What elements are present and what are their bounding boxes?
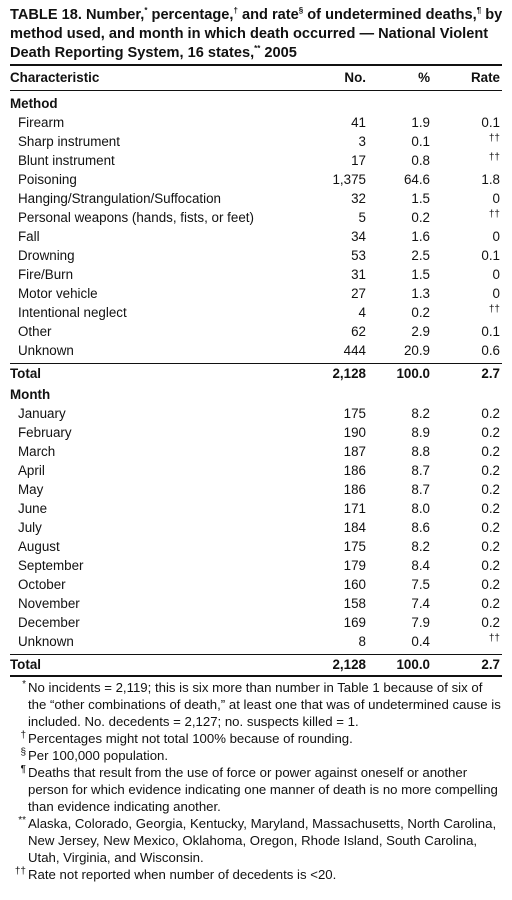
cell-rate: 0.2 [481,463,500,478]
row-label: December [18,615,80,630]
cell-number: 2,128 [332,657,366,672]
table-row [10,343,502,359]
cell-rate: †† [488,633,500,644]
table-row [10,248,502,264]
cell-percentage: 1.3 [411,286,430,301]
cell-number: 179 [343,558,366,573]
footnote-text: Rate not reported when number of decedents is <20. [28,867,337,882]
table-row [10,153,502,169]
table-row [10,115,502,131]
table-row [10,577,502,593]
cell-rate: 0.2 [481,406,500,421]
cell-number: 53 [351,248,366,263]
row-label: Blunt instrument [18,153,115,168]
title-text: TABLE 18. Number, [10,7,145,23]
footnote [10,764,502,815]
cell-number: 186 [343,463,366,478]
table-row [10,172,502,188]
cell-rate: 0.2 [481,558,500,573]
footnote-text: Alaska, Colorado, Georgia, Kentucky, Maryland, Massachusetts, North Carolina, New Jersey, New Mexico, Oklahoma, Oregon, Rhode Island, South Carolina, Utah, Virginia, and Wisconsin. [28,816,497,865]
total-rule [10,363,502,364]
total-rule [10,654,502,655]
table-row [10,406,502,422]
cell-rate: 0.6 [481,343,500,358]
table-row [10,615,502,631]
footnote-text: Deaths that result from the use of force or power against oneself or another person for which evidence indicating one manner of death is no more compelling than evidence indicating another. [28,765,498,814]
cell-number: 175 [343,539,366,554]
row-label: Intentional neglect [18,305,127,320]
cell-number: 171 [343,501,366,516]
table-row [10,596,502,612]
row-label: November [18,596,80,611]
table-row [10,134,502,150]
section-heading [10,387,502,403]
footnote-mark: ¶ [20,764,26,775]
cell-percentage: 8.2 [411,406,430,421]
header-percentage: % [418,70,430,85]
cell-percentage: 8.2 [411,539,430,554]
table-row [10,501,502,517]
footnote-text: Per 100,000 population. [28,748,169,763]
cell-number: 184 [343,520,366,535]
title-footnote-mark: § [298,6,304,16]
section-heading-label: Method [10,96,58,111]
row-label: March [18,444,56,459]
cell-percentage: 0.2 [411,210,430,225]
cell-number: 8 [358,634,366,649]
row-label: Unknown [18,634,74,649]
footnote [10,730,502,747]
table-row [10,229,502,245]
footnote [10,679,502,730]
cell-percentage: 7.5 [411,577,430,592]
cell-percentage: 8.7 [411,482,430,497]
cell-rate: 1.8 [481,172,500,187]
table-row [10,558,502,574]
title-text: by method used, and month in which death occurred — National Violent Death Reporting System, 16 states, [10,7,503,61]
cell-percentage: 1.5 [411,267,430,282]
table-title [10,6,505,63]
table-row [10,482,502,498]
table-row [10,286,502,302]
cell-percentage: 8.4 [411,558,430,573]
title-footnote-mark: ** [254,44,261,54]
row-label: Hanging/Strangulation/Suffocation [18,191,221,206]
title-text: percentage, [147,7,234,23]
cell-percentage: 64.6 [403,172,430,187]
cell-number: 32 [351,191,366,206]
table-row [10,634,502,650]
table-row [10,324,502,340]
row-label: June [18,501,48,516]
cell-percentage: 8.9 [411,425,430,440]
cell-number: 160 [343,577,366,592]
table-row [10,210,502,226]
row-label: Poisoning [18,172,77,187]
row-label: Fall [18,229,40,244]
cell-percentage: 1.9 [411,115,430,130]
cell-percentage: 0.1 [411,134,430,149]
cell-percentage: 7.9 [411,615,430,630]
cell-number: 41 [351,115,366,130]
cell-number: 31 [351,267,366,282]
cell-number: 5 [358,210,366,225]
cell-number: 17 [351,153,366,168]
row-label: Firearm [18,115,65,130]
title-footnote-mark: * [144,6,148,16]
cell-number: 175 [343,406,366,421]
footnote [10,866,502,883]
cell-number: 444 [343,343,366,358]
cell-rate: 0.2 [481,520,500,535]
header-number: No. [344,70,366,85]
row-label: Total [10,657,41,672]
table-row [10,539,502,555]
footnote-text: Percentages might not total 100% because of rounding. [28,731,353,746]
cell-rate: 0.2 [481,501,500,516]
column-header-row [10,70,502,86]
row-label: February [18,425,72,440]
row-label: Sharp instrument [18,134,120,149]
cell-rate: 0.2 [481,577,500,592]
table-row [10,305,502,321]
total-row [10,366,502,382]
cell-percentage: 8.0 [411,501,430,516]
title-text: and rate [237,7,299,23]
footnotes [10,679,502,883]
cell-rate: 0.2 [481,615,500,630]
cell-rate: 0.1 [481,248,500,263]
cell-rate: 2.7 [481,657,500,672]
cell-percentage: 0.2 [411,305,430,320]
cell-rate: 0 [492,191,500,206]
table-row [10,425,502,441]
header-top-rule [10,64,502,66]
cell-percentage: 0.8 [411,153,430,168]
cell-rate: 0.2 [481,482,500,497]
title-text: of undetermined deaths, [303,7,477,23]
footnote-text: No incidents = 2,119; this is six more than number in Table 1 because of six of the “other combinations of death,” at least one that was of undetermined cause is included. No. decedents = 2,127; no. suspects killed = 1. [28,680,501,729]
cell-percentage: 1.6 [411,229,430,244]
row-label: Unknown [18,343,74,358]
cell-number: 3 [358,134,366,149]
row-label: July [18,520,42,535]
row-label: January [18,406,66,421]
cell-percentage: 2.9 [411,324,430,339]
cell-number: 4 [358,305,366,320]
cell-number: 187 [343,444,366,459]
table-row [10,520,502,536]
cell-percentage: 20.9 [403,343,430,358]
footnote-mark: * [22,679,26,690]
cell-rate: †† [488,209,500,220]
row-label: October [18,577,66,592]
row-label: Motor vehicle [18,286,98,301]
footnote-mark: ** [18,815,26,826]
row-label: September [18,558,84,573]
cell-percentage: 2.5 [411,248,430,263]
cell-percentage: 7.4 [411,596,430,611]
footnote [10,815,502,866]
row-label: May [18,482,44,497]
title-footnote-mark: † [233,6,238,16]
cell-rate: 0 [492,286,500,301]
cell-rate: †† [488,304,500,315]
cell-rate: 0.2 [481,596,500,611]
footnote [10,747,502,764]
table-row [10,444,502,460]
cell-number: 1,375 [332,172,366,187]
row-label: August [18,539,60,554]
cell-number: 158 [343,596,366,611]
cell-percentage: 1.5 [411,191,430,206]
cell-number: 169 [343,615,366,630]
row-label: Fire/Burn [18,267,74,282]
cell-rate: †† [488,133,500,144]
table-row [10,191,502,207]
row-label: April [18,463,45,478]
cell-number: 186 [343,482,366,497]
section-heading-label: Month [10,387,51,402]
cell-rate: 0 [492,267,500,282]
cell-number: 27 [351,286,366,301]
row-label: Total [10,366,41,381]
cell-rate: 0 [492,229,500,244]
table-bottom-rule [10,675,502,677]
row-label: Personal weapons (hands, fists, or feet) [18,210,254,225]
row-label: Other [18,324,52,339]
total-row [10,657,502,673]
header-rate: Rate [470,70,500,85]
cell-number: 34 [351,229,366,244]
cell-rate: 2.7 [481,366,500,381]
title-text: 2005 [260,45,297,61]
cell-percentage: 8.8 [411,444,430,459]
cell-percentage: 8.6 [411,520,430,535]
cell-percentage: 100.0 [396,657,430,672]
header-bottom-rule [10,90,502,91]
cell-number: 190 [343,425,366,440]
section-heading [10,96,502,112]
cell-percentage: 8.7 [411,463,430,478]
footnote-mark: § [20,747,26,758]
cell-rate: 0.2 [481,539,500,554]
footnote-mark: † [20,730,26,741]
cell-number: 2,128 [332,366,366,381]
row-label: Drowning [18,248,75,263]
title-footnote-mark: ¶ [476,6,482,16]
cell-rate: 0.2 [481,425,500,440]
table-row [10,463,502,479]
cell-percentage: 100.0 [396,366,430,381]
cell-rate: †† [488,152,500,163]
table-row [10,267,502,283]
cell-percentage: 0.4 [411,634,430,649]
footnote-mark: †† [14,866,26,877]
cell-rate: 0.2 [481,444,500,459]
cell-rate: 0.1 [481,115,500,130]
cell-rate: 0.1 [481,324,500,339]
header-characteristic: Characteristic [10,70,100,85]
cell-number: 62 [351,324,366,339]
